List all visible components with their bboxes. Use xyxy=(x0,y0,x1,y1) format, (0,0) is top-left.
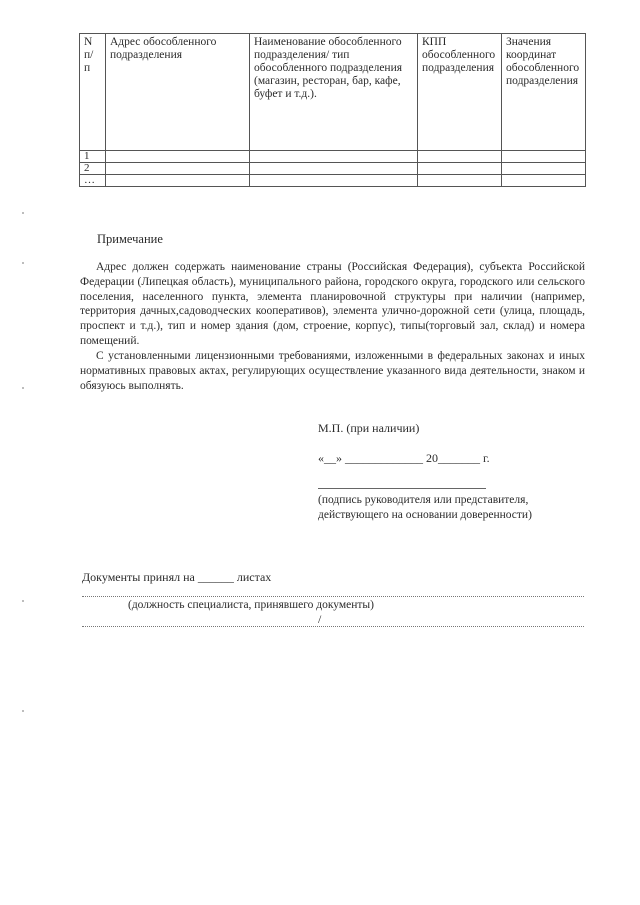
table-row xyxy=(80,163,586,175)
documents-accepted-line: Документы принял на ______ листах xyxy=(82,570,272,584)
note-title: Примечание xyxy=(97,232,163,246)
stamp-label: М.П. (при наличии) xyxy=(318,421,420,435)
scan-speck xyxy=(22,600,24,602)
specialist-signature-rule xyxy=(82,626,584,627)
header-name-type: Наименование обособленного подразделения/ тип обособленного подразделения (магазин, ресторан, бар, кафе, буфет и т.д.). xyxy=(250,34,418,151)
signature-line xyxy=(318,488,486,489)
cell-address xyxy=(106,175,250,187)
signature-caption: (подпись руководителя или представителя, действующего на основании доверенности) xyxy=(318,494,532,521)
cell-name-type xyxy=(250,163,418,175)
note-address-paragraph: Адрес должен содержать наименование страны (Российская Федерация), субъекта Российской Федерации (Липецкая область), муниципального района, городского округа, городского или сельского поселения, населенного пункта, элемента планировочной структуры при наличии (например, территория дачных,садоводческих кооперативов), элемента улично-дорожной сети (улица, площадь, проспект и т.д.), тип и номер здания (дом, строение, корпус), типы(торговый зал, склад) и номера помещений. xyxy=(80,261,585,347)
cell-coordinates xyxy=(502,151,586,163)
row-number: 2 xyxy=(80,163,106,175)
cell-kpp xyxy=(418,151,502,163)
cell-kpp xyxy=(418,163,502,175)
scan-speck xyxy=(22,710,24,712)
signature-slash: / xyxy=(318,612,322,626)
scan-speck xyxy=(22,212,24,214)
note-requirements-paragraph: С установленными лицензионными требованиями, изложенными в федеральных законах и иных нормативных правовых актах, регулирующих осуществление указанного вида деятельности, знаком и обязуюсь выполнять. xyxy=(80,350,585,392)
header-number: N п/ п xyxy=(80,34,106,151)
header-coordinates: Значения координат обособленного подразделения xyxy=(502,34,586,151)
header-address: Адрес обособленного подразделения xyxy=(106,34,250,151)
cell-name-type xyxy=(250,151,418,163)
row-number: … xyxy=(80,175,106,187)
cell-name-type xyxy=(250,175,418,187)
table-header-row xyxy=(80,34,586,151)
table-row xyxy=(80,175,586,187)
scan-speck xyxy=(22,262,24,264)
subdivisions-table xyxy=(79,33,586,187)
position-caption: (должность специалиста, принявшего документы) xyxy=(128,599,374,611)
cell-address xyxy=(106,163,250,175)
scan-speck xyxy=(22,387,24,389)
date-line: «__» _____________ 20_______ г. xyxy=(318,451,490,465)
cell-coordinates xyxy=(502,163,586,175)
table-row xyxy=(80,151,586,163)
cell-coordinates xyxy=(502,175,586,187)
position-rule xyxy=(82,596,584,597)
row-number: 1 xyxy=(80,151,106,163)
cell-address xyxy=(106,151,250,163)
header-kpp: КПП обособленного подразделения xyxy=(418,34,502,151)
cell-kpp xyxy=(418,175,502,187)
